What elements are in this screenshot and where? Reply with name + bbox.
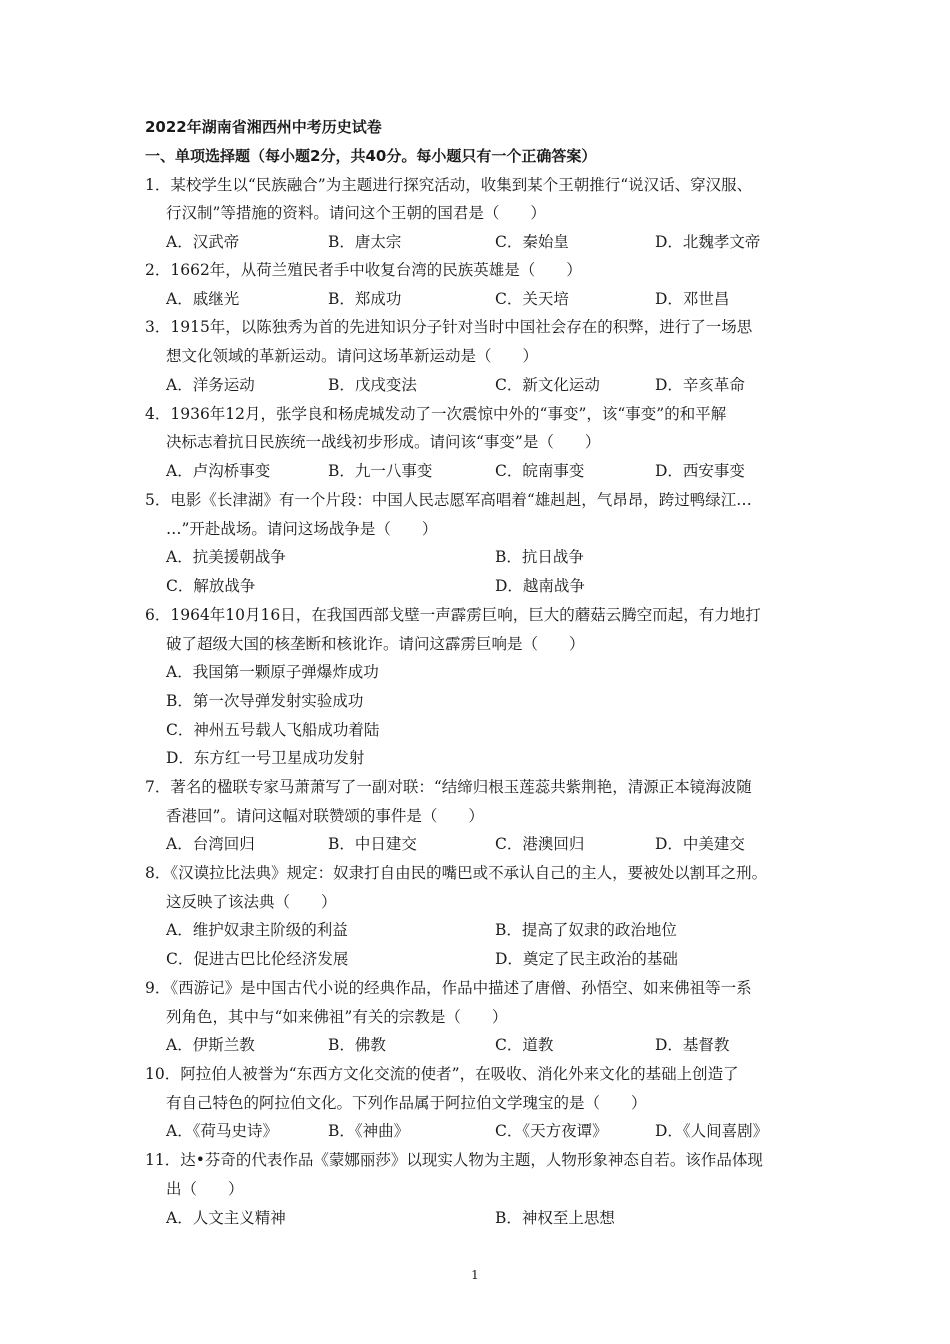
question-3-stem-cont: 想文化领域的革新运动。请问这场革新运动是（ ）: [166, 347, 539, 365]
question-5-stem: 5．电影《长津湖》有一个片段：中国人民志愿军高唱着“雄赳赳，气昂昂，跨过鸭绿江…: [145, 491, 752, 509]
question-2-stem: 2．1662年，从荷兰殖民者手中收复台湾的民族英雄是（ ）: [145, 261, 582, 279]
question-1-option-b: B．唐太宗: [328, 233, 402, 251]
question-1-stem-cont: 行汉制”等措施的资料。请问这个王朝的国君是（ ）: [166, 204, 546, 222]
question-4-option-c: C．皖南事变: [495, 462, 585, 480]
question-5-option-d: D．越南战争: [495, 577, 585, 595]
section-heading: 一、单项选择题（每小题2分，共40分。每小题只有一个正确答案）: [145, 147, 597, 165]
question-8-stem-cont: 这反映了该法典（ ）: [166, 893, 337, 911]
question-6-option-b: B．第一次导弹发射实验成功: [166, 692, 364, 710]
question-8-option-b: B．提高了奴隶的政治地位: [495, 921, 677, 939]
question-6-stem: 6．1964年10月16日，在我国西部戈壁一声霹雳巨响，巨大的蘑菇云腾空而起，有力地打: [145, 606, 761, 624]
question-7-stem: 7．著名的楹联专家马萧萧写了一副对联：“结缔归根玉莲蕊共紫荆艳，清源正本镜海波随: [145, 778, 752, 796]
question-9-option-c: C．道教: [495, 1036, 554, 1054]
question-5-option-b: B．抗日战争: [495, 548, 584, 566]
question-6-stem-cont: 破了超级大国的核垄断和核讹诈。请问这霹雳巨响是（ ）: [166, 635, 585, 653]
question-11-stem: 11．达•芬奇的代表作品《蒙娜丽莎》以现实人物为主题，人物形象神态自若。该作品体现: [145, 1151, 763, 1169]
question-8-option-c: C．促进古巴比伦经济发展: [166, 950, 349, 968]
question-1-option-a: A．汉武帝: [166, 233, 240, 251]
question-10-stem: 10．阿拉伯人被誉为“东西方文化交流的使者”，在吸收、消化外来文化的基础上创造了: [145, 1065, 739, 1083]
question-11-option-a: A．人文主义精神: [166, 1209, 286, 1227]
question-7-option-b: B．中日建交: [328, 835, 417, 853]
page-number: 1: [471, 1268, 479, 1282]
question-3-option-d: D．辛亥革命: [655, 376, 745, 394]
question-10-option-a: A．《荷马史诗》: [166, 1122, 278, 1140]
question-8-option-a: A．维护奴隶主阶级的利益: [166, 921, 348, 939]
question-6-option-d: D．东方红一号卫星成功发射: [166, 749, 365, 767]
question-2-option-a: A．戚继光: [166, 290, 240, 308]
question-7-stem-cont: 香港回”。请问这幅对联赞颂的事件是（ ）: [166, 807, 484, 825]
question-10-option-d: D．《人间喜剧》: [655, 1122, 769, 1140]
question-4-option-a: A．卢沟桥事变: [166, 462, 271, 480]
question-3-stem: 3．1915年，以陈独秀为首的先进知识分子针对当时中国社会存在的积弊，进行了一场思: [145, 318, 753, 336]
question-2-option-c: C．关天培: [495, 290, 569, 308]
question-4-stem: 4．1936年12月，张学良和杨虎城发动了一次震惊中外的“事变”，该“事变”的和平解: [145, 405, 727, 423]
question-4-stem-cont: 决标志着抗日民族统一战线初步形成。请问该“事变”是（ ）: [166, 433, 601, 451]
question-8-option-d: D．奠定了民主政治的基础: [495, 950, 678, 968]
question-6-option-a: A．我国第一颗原子弹爆炸成功: [166, 663, 379, 681]
question-9-stem-cont: 列角色，其中与“如来佛祖”有关的宗教是（ ）: [166, 1008, 508, 1026]
question-9-option-b: B．佛教: [328, 1036, 386, 1054]
question-8-stem: 8．《汉谟拉比法典》规定：奴隶打自由民的嘴巴或不承认自己的主人，要被处以割耳之刑。: [145, 864, 768, 882]
question-1-option-d: D．北魏孝文帝: [655, 233, 761, 251]
exam-title: 2022年湖南省湘西州中考历史试卷: [145, 118, 382, 136]
question-7-option-c: C．港澳回归: [495, 835, 585, 853]
question-9-option-a: A．伊斯兰教: [166, 1036, 255, 1054]
question-2-option-b: B．郑成功: [328, 290, 402, 308]
question-3-option-a: A．洋务运动: [166, 376, 255, 394]
question-7-option-a: A．台湾回归: [166, 835, 255, 853]
question-11-stem-cont: 出（ ）: [166, 1180, 244, 1198]
question-5-option-c: C．解放战争: [166, 577, 256, 595]
question-11-option-b: B．神权至上思想: [495, 1209, 615, 1227]
question-5-stem-cont: …”开赴战场。请问这场战争是（ ）: [166, 520, 438, 538]
question-1-stem: 1．某校学生以“民族融合”为主题进行探究活动，收集到某个王朝推行“说汉话、穿汉服、: [145, 176, 753, 194]
question-4-option-d: D．西安事变: [655, 462, 745, 480]
question-3-option-c: C．新文化运动: [495, 376, 600, 394]
question-10-option-c: C．《天方夜谭》: [495, 1122, 608, 1140]
question-2-option-d: D．邓世昌: [655, 290, 730, 308]
question-7-option-d: D．中美建交: [655, 835, 745, 853]
question-10-stem-cont: 有自己特色的阿拉伯文化。下列作品属于阿拉伯文学瑰宝的是（ ）: [166, 1094, 647, 1112]
question-9-option-d: D．基督教: [655, 1036, 730, 1054]
question-1-option-c: C．秦始皇: [495, 233, 569, 251]
question-3-option-b: B．戊戌变法: [328, 376, 417, 394]
question-10-option-b: B．《神曲》: [328, 1122, 410, 1140]
question-6-option-c: C．神州五号载人飞船成功着陆: [166, 721, 380, 739]
question-4-option-b: B．九一八事变: [328, 462, 433, 480]
question-9-stem: 9．《西游记》是中国古代小说的经典作品，作品中描述了唐僧、孙悟空、如来佛祖等一系: [145, 979, 752, 997]
question-5-option-a: A．抗美援朝战争: [166, 548, 286, 566]
